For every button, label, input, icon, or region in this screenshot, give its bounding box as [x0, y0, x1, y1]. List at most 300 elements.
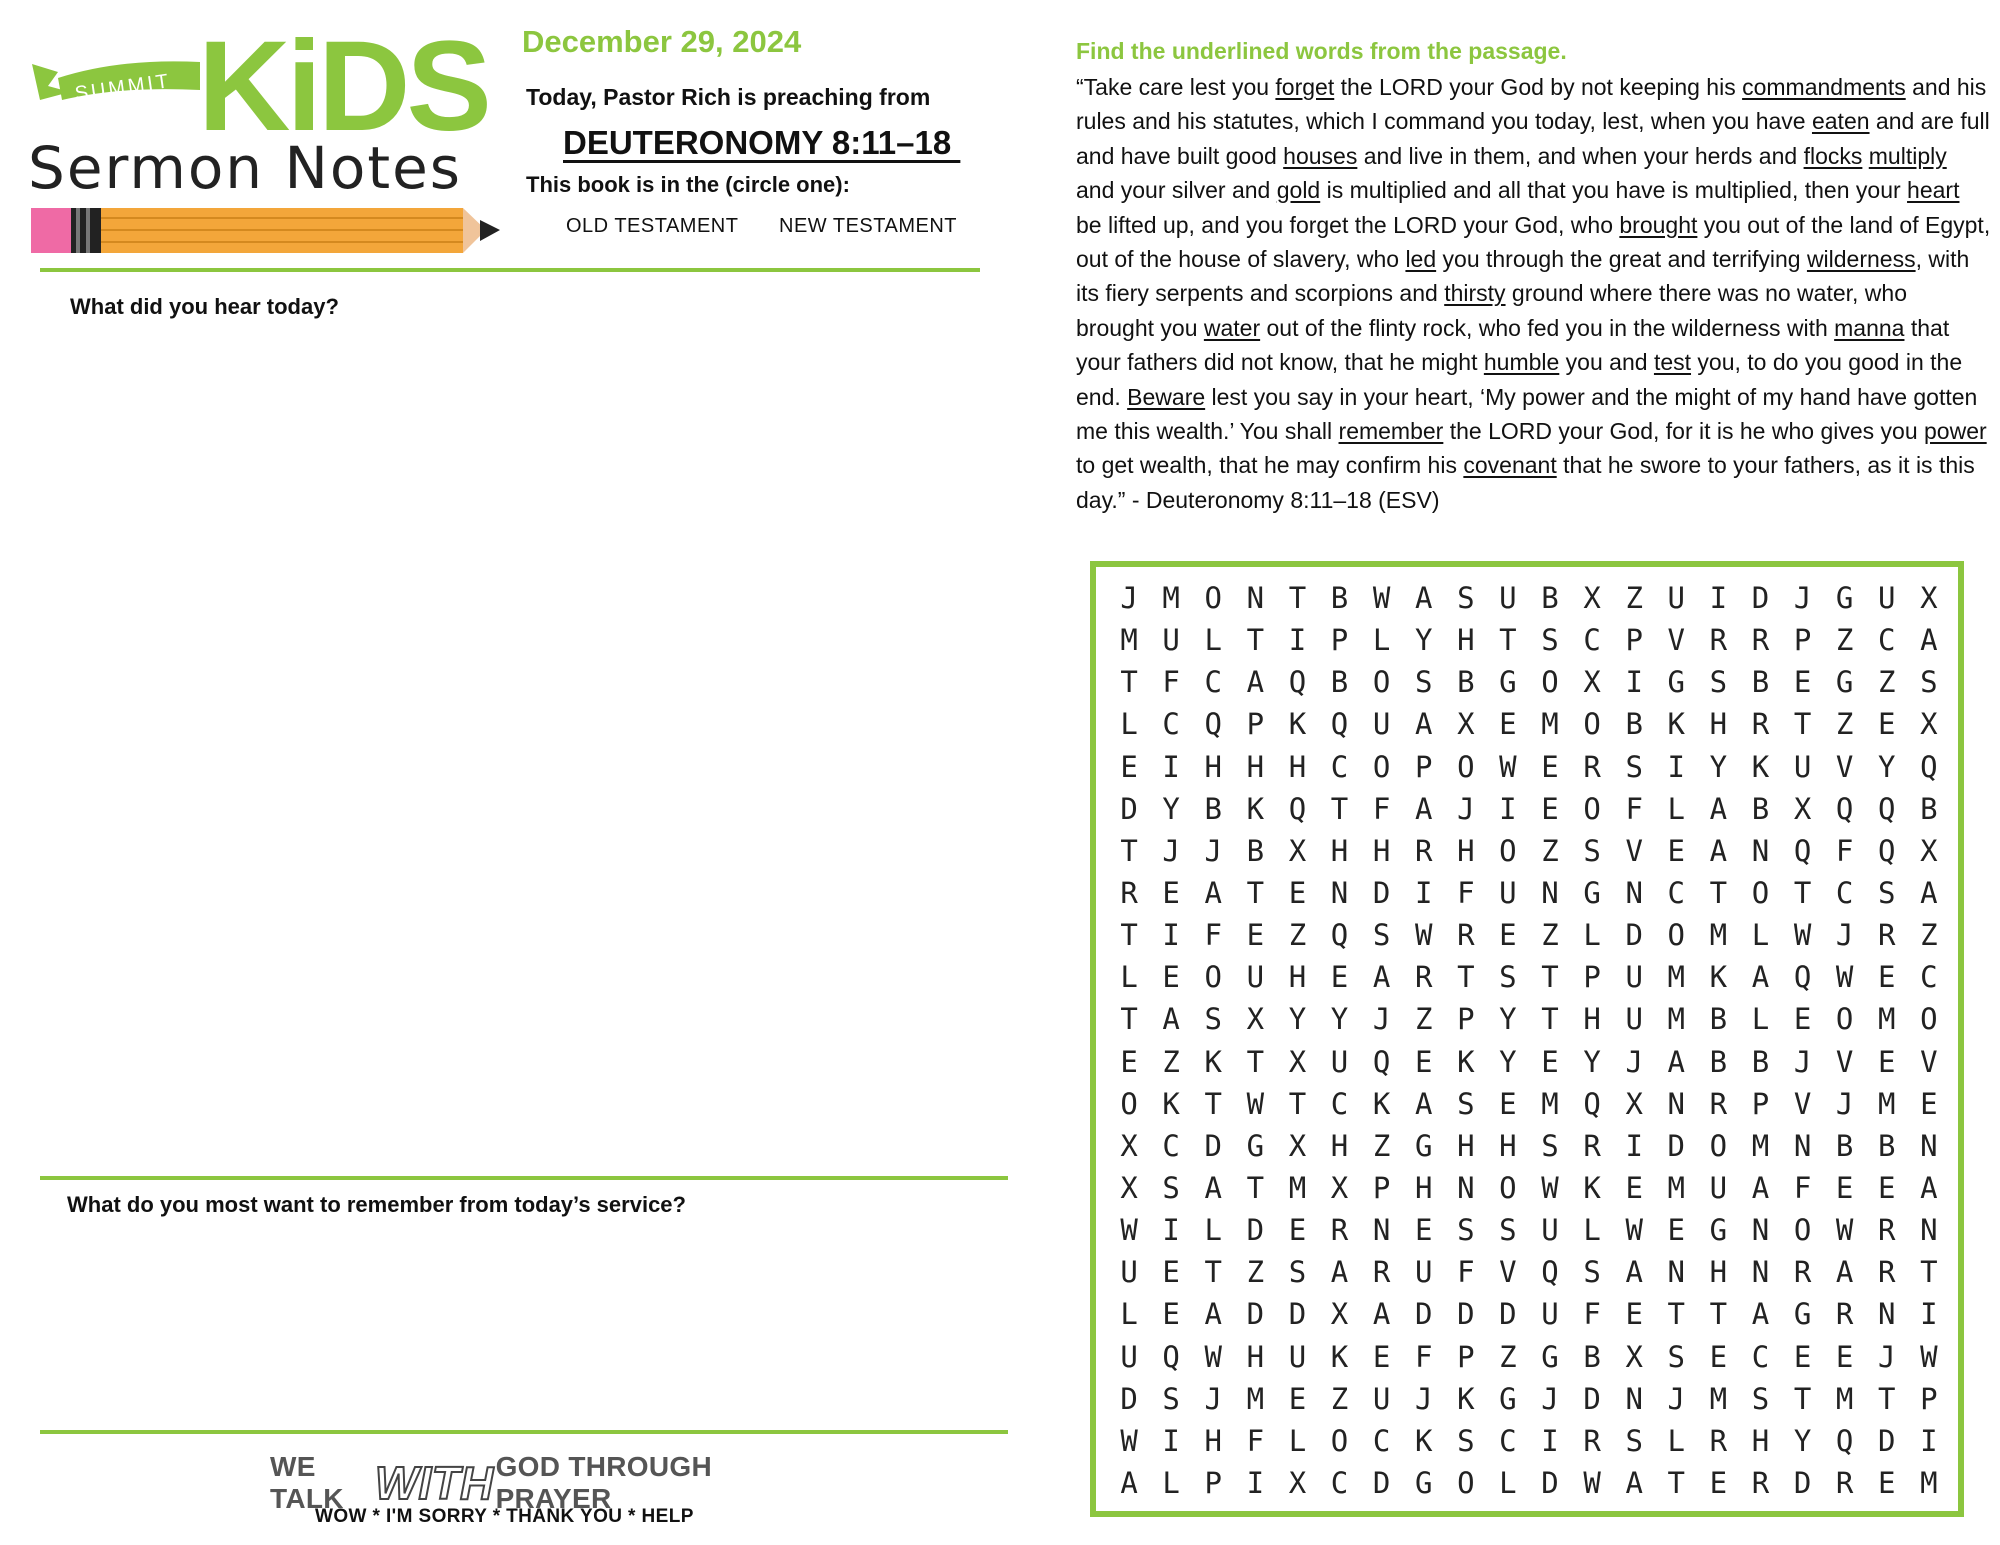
grid-letter[interactable]: D [1457, 1297, 1475, 1332]
grid-letter[interactable]: D [1667, 1128, 1685, 1163]
grid-letter[interactable]: E [1541, 749, 1559, 784]
grid-letter[interactable]: H [1330, 1128, 1349, 1163]
grid-letter[interactable]: G [1499, 1381, 1517, 1416]
grid-letter[interactable]: I [1162, 1213, 1180, 1248]
grid-letter[interactable]: R [1583, 1128, 1601, 1163]
grid-letter[interactable]: E [1625, 1171, 1643, 1206]
grid-letter[interactable]: E [1835, 1339, 1854, 1374]
grid-letter[interactable]: A [1162, 1002, 1180, 1037]
grid-letter[interactable]: K [1457, 1044, 1475, 1079]
grid-letter[interactable]: E [1372, 1339, 1391, 1374]
grid-letter[interactable]: E [1162, 1297, 1180, 1332]
grid-letter[interactable]: Q [1920, 749, 1938, 784]
grid-letter[interactable]: E [1793, 1002, 1812, 1037]
grid-letter[interactable]: G [1414, 1466, 1433, 1501]
grid-letter[interactable]: D [1541, 1466, 1559, 1501]
grid-letter[interactable]: X [1120, 1128, 1138, 1163]
grid-letter[interactable]: L [1583, 918, 1601, 953]
grid-letter[interactable]: H [1414, 1171, 1433, 1206]
grid-letter[interactable]: B [1625, 707, 1643, 742]
grid-letter[interactable]: Y [1793, 1423, 1812, 1458]
grid-letter[interactable]: X [1288, 1466, 1307, 1501]
grid-letter[interactable]: R [1751, 707, 1770, 742]
new-testament-option[interactable]: NEW TESTAMENT [779, 215, 957, 237]
grid-letter[interactable]: S [1541, 1128, 1559, 1163]
grid-letter[interactable]: J [1541, 1381, 1559, 1416]
grid-letter[interactable]: J [1372, 1002, 1391, 1037]
grid-letter[interactable]: N [1625, 1381, 1643, 1416]
grid-letter[interactable]: E [1920, 1086, 1938, 1121]
grid-letter[interactable]: S [1583, 1255, 1601, 1290]
grid-letter[interactable]: X [1920, 833, 1938, 868]
grid-letter[interactable]: M [1120, 623, 1138, 658]
grid-letter[interactable]: R [1120, 876, 1138, 911]
grid-letter[interactable]: A [1330, 1255, 1349, 1290]
grid-letter[interactable]: X [1120, 1171, 1138, 1206]
grid-letter[interactable]: K [1667, 707, 1685, 742]
grid-letter[interactable]: C [1920, 960, 1938, 995]
grid-letter[interactable]: K [1372, 1086, 1391, 1121]
grid-letter[interactable]: V [1835, 749, 1854, 784]
grid-letter[interactable]: R [1414, 960, 1433, 995]
grid-letter[interactable]: P [1204, 1466, 1222, 1501]
grid-letter[interactable]: B [1330, 665, 1349, 700]
grid-letter[interactable]: O [1204, 581, 1222, 616]
grid-letter[interactable]: E [1288, 1381, 1307, 1416]
grid-letter[interactable]: R [1878, 1213, 1896, 1248]
grid-letter[interactable]: G [1541, 1339, 1559, 1374]
grid-letter[interactable]: V [1793, 1086, 1812, 1121]
grid-letter[interactable]: V [1625, 833, 1643, 868]
grid-letter[interactable]: U [1414, 1255, 1433, 1290]
grid-letter[interactable]: S [1499, 960, 1517, 995]
grid-letter[interactable]: D [1372, 876, 1391, 911]
grid-letter[interactable]: E [1709, 1466, 1728, 1501]
grid-letter[interactable]: E [1499, 707, 1517, 742]
grid-letter[interactable]: H [1709, 707, 1728, 742]
grid-letter[interactable]: W [1499, 749, 1517, 784]
grid-letter[interactable]: G [1793, 1297, 1812, 1332]
grid-letter[interactable]: J [1667, 1381, 1685, 1416]
grid-letter[interactable]: J [1204, 833, 1222, 868]
grid-letter[interactable]: T [1288, 581, 1307, 616]
grid-letter[interactable]: X [1246, 1002, 1265, 1037]
grid-letter[interactable]: M [1667, 1002, 1685, 1037]
grid-letter[interactable]: Q [1835, 1423, 1854, 1458]
grid-letter[interactable]: Y [1583, 1044, 1601, 1079]
grid-letter[interactable]: B [1457, 665, 1475, 700]
grid-letter[interactable]: Q [1288, 665, 1307, 700]
grid-letter[interactable]: R [1709, 623, 1728, 658]
grid-letter[interactable]: Y [1499, 1044, 1517, 1079]
grid-letter[interactable]: U [1878, 581, 1896, 616]
grid-letter[interactable]: L [1499, 1466, 1517, 1501]
grid-letter[interactable]: E [1414, 1044, 1433, 1079]
grid-letter[interactable]: W [1835, 960, 1854, 995]
grid-letter[interactable]: S [1457, 1086, 1475, 1121]
grid-letter[interactable]: G [1667, 665, 1685, 700]
grid-letter[interactable]: U [1372, 707, 1391, 742]
grid-letter[interactable]: H [1499, 1128, 1517, 1163]
word-search-grid[interactable] [1108, 577, 1950, 1504]
grid-letter[interactable]: J [1457, 791, 1475, 826]
grid-letter[interactable]: F [1457, 1255, 1475, 1290]
grid-letter[interactable]: M [1920, 1466, 1938, 1501]
grid-letter[interactable]: A [1204, 1297, 1222, 1332]
grid-letter[interactable]: J [1120, 581, 1138, 616]
grid-letter[interactable]: I [1625, 665, 1643, 700]
grid-letter[interactable]: D [1246, 1213, 1265, 1248]
grid-letter[interactable]: B [1920, 791, 1938, 826]
grid-letter[interactable]: J [1835, 1086, 1854, 1121]
grid-letter[interactable]: G [1246, 1128, 1265, 1163]
grid-letter[interactable]: O [1499, 833, 1517, 868]
grid-letter[interactable]: K [1204, 1044, 1222, 1079]
grid-letter[interactable]: M [1835, 1381, 1854, 1416]
grid-letter[interactable]: F [1835, 833, 1854, 868]
grid-letter[interactable]: Z [1835, 707, 1854, 742]
grid-letter[interactable]: G [1583, 876, 1601, 911]
grid-letter[interactable]: M [1541, 707, 1559, 742]
grid-letter[interactable]: H [1204, 1423, 1222, 1458]
grid-letter[interactable]: U [1120, 1339, 1138, 1374]
grid-letter[interactable]: I [1414, 876, 1433, 911]
grid-letter[interactable]: P [1330, 623, 1349, 658]
grid-letter[interactable]: A [1625, 1255, 1643, 1290]
grid-letter[interactable]: R [1878, 918, 1896, 953]
grid-letter[interactable]: W [1414, 918, 1433, 953]
grid-letter[interactable]: X [1288, 1128, 1307, 1163]
grid-letter[interactable]: K [1457, 1381, 1475, 1416]
grid-letter[interactable]: A [1920, 1171, 1938, 1206]
grid-letter[interactable]: R [1583, 749, 1601, 784]
grid-letter[interactable]: Q [1793, 960, 1812, 995]
grid-letter[interactable]: P [1372, 1171, 1391, 1206]
grid-letter[interactable]: B [1709, 1044, 1728, 1079]
grid-letter[interactable]: R [1414, 833, 1433, 868]
grid-letter[interactable]: A [1372, 1297, 1391, 1332]
grid-letter[interactable]: H [1751, 1423, 1770, 1458]
grid-letter[interactable]: N [1751, 1255, 1770, 1290]
grid-letter[interactable]: O [1457, 749, 1475, 784]
grid-letter[interactable]: B [1246, 833, 1265, 868]
grid-letter[interactable]: K [1246, 791, 1265, 826]
grid-letter[interactable]: M [1709, 918, 1728, 953]
grid-letter[interactable]: S [1457, 1213, 1475, 1248]
grid-letter[interactable]: F [1625, 791, 1643, 826]
grid-letter[interactable]: T [1793, 876, 1812, 911]
grid-letter[interactable]: S [1457, 1423, 1475, 1458]
grid-letter[interactable]: E [1330, 960, 1349, 995]
grid-letter[interactable]: Z [1162, 1044, 1180, 1079]
grid-letter[interactable]: R [1709, 1423, 1728, 1458]
grid-letter[interactable]: U [1667, 581, 1685, 616]
grid-letter[interactable]: F [1583, 1297, 1601, 1332]
grid-letter[interactable]: R [1751, 623, 1770, 658]
grid-letter[interactable]: T [1120, 918, 1138, 953]
grid-letter[interactable]: B [1751, 665, 1770, 700]
grid-letter[interactable]: P [1751, 1086, 1770, 1121]
grid-letter[interactable]: Q [1330, 707, 1349, 742]
grid-letter[interactable]: C [1330, 749, 1349, 784]
grid-letter[interactable]: U [1330, 1044, 1349, 1079]
grid-letter[interactable]: P [1625, 623, 1643, 658]
grid-letter[interactable]: I [1246, 1466, 1265, 1501]
old-testament-option[interactable]: OLD TESTAMENT [566, 215, 739, 237]
grid-letter[interactable]: W [1835, 1213, 1854, 1248]
grid-letter[interactable]: F [1372, 791, 1391, 826]
grid-letter[interactable]: S [1372, 918, 1391, 953]
grid-letter[interactable]: M [1709, 1381, 1728, 1416]
grid-letter[interactable]: O [1204, 960, 1222, 995]
grid-letter[interactable]: T [1667, 1297, 1685, 1332]
grid-letter[interactable]: J [1625, 1044, 1643, 1079]
grid-letter[interactable]: X [1330, 1171, 1349, 1206]
grid-letter[interactable]: M [1162, 581, 1180, 616]
grid-letter[interactable]: O [1372, 749, 1391, 784]
grid-letter[interactable]: N [1541, 876, 1559, 911]
grid-letter[interactable]: Y [1878, 749, 1896, 784]
grid-letter[interactable]: Z [1499, 1339, 1517, 1374]
grid-letter[interactable]: C [1499, 1423, 1517, 1458]
grid-letter[interactable]: E [1793, 1339, 1812, 1374]
grid-letter[interactable]: I [1499, 791, 1517, 826]
grid-letter[interactable]: E [1667, 833, 1685, 868]
grid-letter[interactable]: S [1541, 623, 1559, 658]
grid-letter[interactable]: L [1288, 1423, 1307, 1458]
grid-letter[interactable]: W [1204, 1339, 1222, 1374]
grid-letter[interactable]: Q [1204, 707, 1222, 742]
grid-letter[interactable]: G [1499, 665, 1517, 700]
grid-letter[interactable]: E [1120, 1044, 1138, 1079]
grid-letter[interactable]: H [1457, 833, 1475, 868]
grid-letter[interactable]: E [1414, 1213, 1433, 1248]
grid-letter[interactable]: H [1330, 833, 1349, 868]
grid-letter[interactable]: X [1920, 707, 1938, 742]
grid-letter[interactable]: O [1709, 1128, 1728, 1163]
grid-letter[interactable]: H [1204, 749, 1222, 784]
grid-letter[interactable]: A [1120, 1466, 1138, 1501]
grid-letter[interactable]: J [1162, 833, 1180, 868]
grid-letter[interactable]: N [1920, 1213, 1938, 1248]
grid-letter[interactable]: B [1751, 791, 1770, 826]
grid-letter[interactable]: U [1162, 623, 1180, 658]
grid-letter[interactable]: Z [1878, 665, 1896, 700]
grid-letter[interactable]: H [1457, 1128, 1475, 1163]
grid-letter[interactable]: T [1920, 1255, 1938, 1290]
grid-letter[interactable]: S [1288, 1255, 1307, 1290]
grid-letter[interactable]: W [1120, 1423, 1138, 1458]
grid-letter[interactable]: N [1920, 1128, 1938, 1163]
grid-letter[interactable]: Z [1835, 623, 1854, 658]
grid-letter[interactable]: A [1835, 1255, 1854, 1290]
grid-letter[interactable]: Q [1330, 918, 1349, 953]
grid-letter[interactable]: T [1246, 1171, 1265, 1206]
grid-letter[interactable]: H [1709, 1255, 1728, 1290]
grid-letter[interactable]: E [1162, 1255, 1180, 1290]
grid-letter[interactable]: N [1751, 1213, 1770, 1248]
grid-letter[interactable]: W [1793, 918, 1812, 953]
grid-letter[interactable]: D [1878, 1423, 1896, 1458]
grid-letter[interactable]: B [1330, 581, 1349, 616]
grid-letter[interactable]: P [1414, 749, 1433, 784]
grid-letter[interactable]: M [1667, 960, 1685, 995]
grid-letter[interactable]: R [1835, 1297, 1854, 1332]
grid-letter[interactable]: E [1246, 918, 1265, 953]
grid-letter[interactable]: K [1414, 1423, 1433, 1458]
grid-letter[interactable]: A [1414, 707, 1433, 742]
grid-letter[interactable]: L [1204, 1213, 1222, 1248]
grid-letter[interactable]: R [1457, 918, 1475, 953]
grid-letter[interactable]: W [1372, 581, 1391, 616]
grid-letter[interactable]: T [1120, 833, 1138, 868]
grid-letter[interactable]: A [1414, 791, 1433, 826]
grid-letter[interactable]: A [1920, 876, 1938, 911]
grid-letter[interactable]: W [1583, 1466, 1601, 1501]
grid-letter[interactable]: E [1162, 960, 1180, 995]
grid-letter[interactable]: T [1541, 1002, 1559, 1037]
grid-letter[interactable]: Q [1541, 1255, 1559, 1290]
grid-letter[interactable]: D [1120, 791, 1138, 826]
grid-letter[interactable]: A [1625, 1466, 1643, 1501]
grid-letter[interactable]: P [1793, 623, 1812, 658]
grid-letter[interactable]: J [1793, 1044, 1812, 1079]
grid-letter[interactable]: T [1120, 665, 1138, 700]
grid-letter[interactable]: E [1709, 1339, 1728, 1374]
grid-letter[interactable]: H [1246, 749, 1265, 784]
grid-letter[interactable]: A [1709, 833, 1728, 868]
grid-letter[interactable]: C [1372, 1423, 1391, 1458]
grid-letter[interactable]: R [1835, 1466, 1854, 1501]
grid-letter[interactable]: L [1120, 1297, 1138, 1332]
grid-letter[interactable]: R [1793, 1255, 1812, 1290]
grid-letter[interactable]: C [1667, 876, 1685, 911]
grid-letter[interactable]: D [1625, 918, 1643, 953]
grid-letter[interactable]: M [1541, 1086, 1559, 1121]
grid-letter[interactable]: H [1457, 623, 1475, 658]
grid-letter[interactable]: E [1878, 1044, 1896, 1079]
grid-letter[interactable]: O [1120, 1086, 1138, 1121]
grid-letter[interactable]: Q [1878, 833, 1896, 868]
grid-letter[interactable]: K [1288, 707, 1307, 742]
grid-letter[interactable]: I [1920, 1297, 1938, 1332]
grid-letter[interactable]: G [1835, 581, 1854, 616]
grid-letter[interactable]: A [1920, 623, 1938, 658]
grid-letter[interactable]: N [1372, 1213, 1391, 1248]
grid-letter[interactable]: A [1667, 1044, 1685, 1079]
grid-letter[interactable]: A [1414, 1086, 1433, 1121]
grid-letter[interactable]: J [1414, 1381, 1433, 1416]
grid-letter[interactable]: M [1878, 1002, 1896, 1037]
grid-letter[interactable]: G [1709, 1213, 1728, 1248]
grid-letter[interactable]: X [1457, 707, 1475, 742]
grid-letter[interactable]: T [1878, 1381, 1896, 1416]
grid-letter[interactable]: E [1878, 1171, 1896, 1206]
grid-letter[interactable]: I [1625, 1128, 1643, 1163]
grid-letter[interactable]: B [1541, 581, 1559, 616]
grid-letter[interactable]: Q [1793, 833, 1812, 868]
grid-letter[interactable]: I [1709, 581, 1728, 616]
grid-letter[interactable]: T [1667, 1466, 1685, 1501]
grid-letter[interactable]: B [1583, 1339, 1601, 1374]
grid-letter[interactable]: S [1583, 833, 1601, 868]
grid-letter[interactable]: Y [1414, 623, 1433, 658]
grid-letter[interactable]: L [1120, 707, 1138, 742]
grid-letter[interactable]: S [1204, 1002, 1222, 1037]
grid-letter[interactable]: C [1162, 1128, 1180, 1163]
grid-letter[interactable]: L [1204, 623, 1222, 658]
grid-letter[interactable]: K [1751, 749, 1770, 784]
grid-letter[interactable]: C [1583, 623, 1601, 658]
grid-letter[interactable]: O [1751, 876, 1770, 911]
grid-letter[interactable]: D [1499, 1297, 1517, 1332]
grid-letter[interactable]: U [1120, 1255, 1138, 1290]
grid-letter[interactable]: E [1541, 791, 1559, 826]
grid-letter[interactable]: R [1372, 1255, 1391, 1290]
grid-letter[interactable]: Q [1835, 791, 1854, 826]
grid-letter[interactable]: L [1120, 960, 1138, 995]
grid-letter[interactable]: M [1246, 1381, 1265, 1416]
grid-letter[interactable]: A [1204, 876, 1222, 911]
grid-letter[interactable]: E [1288, 876, 1307, 911]
grid-letter[interactable]: Q [1288, 791, 1307, 826]
grid-letter[interactable]: L [1372, 623, 1391, 658]
grid-letter[interactable]: D [1793, 1466, 1812, 1501]
grid-letter[interactable]: E [1878, 707, 1896, 742]
grid-letter[interactable]: X [1288, 833, 1307, 868]
grid-letter[interactable]: F [1162, 665, 1180, 700]
grid-letter[interactable]: E [1499, 918, 1517, 953]
grid-letter[interactable]: Z [1920, 918, 1938, 953]
grid-letter[interactable]: U [1793, 749, 1812, 784]
grid-letter[interactable]: E [1541, 1044, 1559, 1079]
grid-letter[interactable]: Z [1372, 1128, 1391, 1163]
grid-letter[interactable]: P [1457, 1002, 1475, 1037]
grid-letter[interactable]: B [1204, 791, 1222, 826]
grid-letter[interactable]: Z [1541, 833, 1559, 868]
grid-letter[interactable]: J [1878, 1339, 1896, 1374]
grid-letter[interactable]: N [1625, 876, 1643, 911]
grid-letter[interactable]: Z [1330, 1381, 1349, 1416]
grid-letter[interactable]: C [1835, 876, 1854, 911]
grid-letter[interactable]: Y [1162, 791, 1180, 826]
grid-letter[interactable]: V [1499, 1255, 1517, 1290]
grid-letter[interactable]: J [1793, 581, 1812, 616]
grid-letter[interactable]: A [1751, 1171, 1770, 1206]
grid-letter[interactable]: A [1414, 581, 1433, 616]
grid-letter[interactable]: I [1288, 623, 1307, 658]
grid-letter[interactable]: S [1667, 1339, 1685, 1374]
grid-letter[interactable]: S [1709, 665, 1728, 700]
grid-letter[interactable]: O [1330, 1423, 1349, 1458]
grid-letter[interactable]: C [1330, 1086, 1349, 1121]
grid-letter[interactable]: P [1246, 707, 1265, 742]
grid-letter[interactable]: I [1162, 1423, 1180, 1458]
grid-letter[interactable]: I [1162, 918, 1180, 953]
grid-letter[interactable]: L [1751, 918, 1770, 953]
grid-letter[interactable]: N [1793, 1128, 1812, 1163]
grid-letter[interactable]: E [1288, 1213, 1307, 1248]
grid-letter[interactable]: M [1288, 1171, 1307, 1206]
grid-letter[interactable]: O [1793, 1213, 1812, 1248]
grid-letter[interactable]: A [1751, 960, 1770, 995]
grid-letter[interactable]: L [1162, 1466, 1180, 1501]
grid-letter[interactable]: Q [1372, 1044, 1391, 1079]
grid-letter[interactable]: C [1878, 623, 1896, 658]
grid-letter[interactable]: S [1162, 1171, 1180, 1206]
grid-letter[interactable]: Z [1414, 1002, 1433, 1037]
grid-letter[interactable]: C [1751, 1339, 1770, 1374]
